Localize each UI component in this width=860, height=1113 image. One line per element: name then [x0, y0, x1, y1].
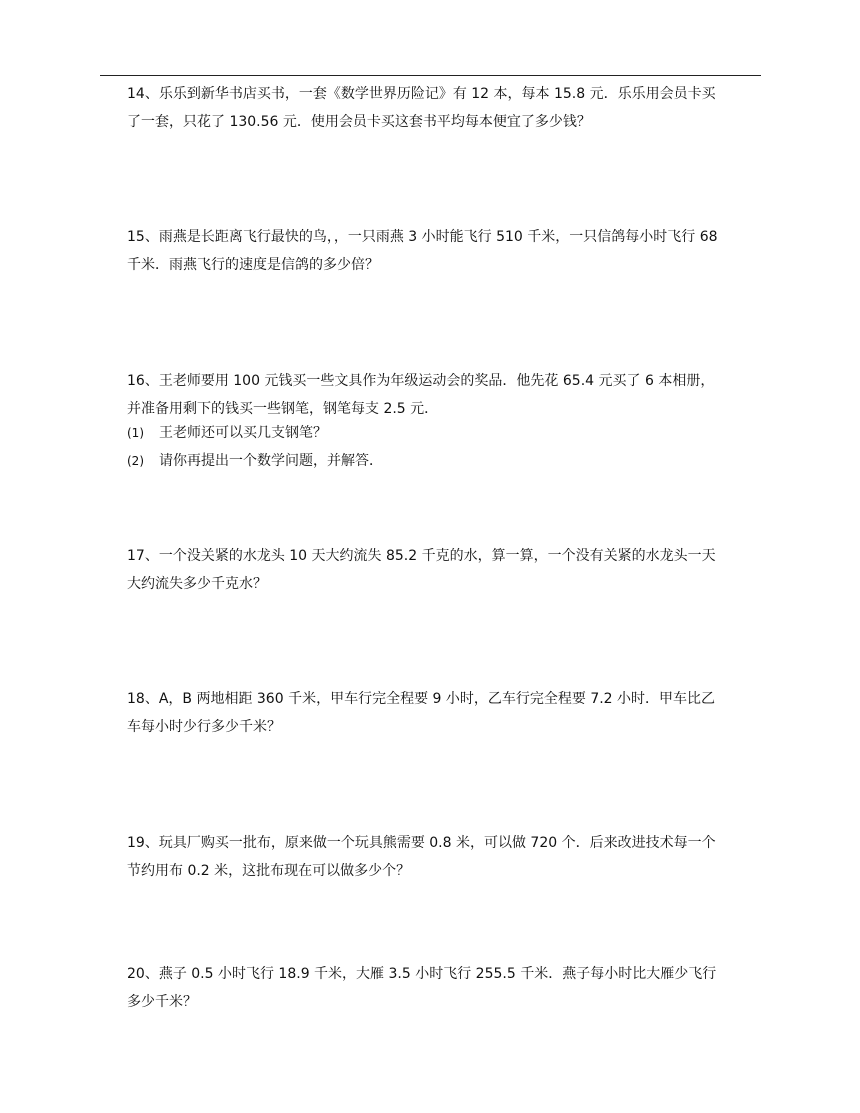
question-19-line-1: 19、玩具厂购买一批布，原来做一个玩具熊需要 0.8 米，可以做 720 个．后来改进技术每一个 [127, 835, 716, 851]
question-19-line-2: 节约用布 0.2 米，这批布现在可以做多少个？ [127, 863, 411, 879]
subquestion-1-number: (1) [127, 426, 144, 440]
question-18-line-2: 车每小时少行多少千米？ [127, 719, 281, 735]
question-20 [127, 960, 763, 1016]
question-20-line-1: 20、燕子 0.5 小时飞行 18.9 千米，大雁 3.5 小时飞行 255.5 千米．燕子每小时比大雁少飞行 [127, 966, 717, 982]
question-16-line-2: 并准备用剩下的钱买一些钢笔，钢笔每支 2.5 元． [127, 401, 439, 417]
question-14-line-1: 14、乐乐到新华书店买书，一套《数学世界历险记》有 12 本，每本 15.8 元．乐乐用会员卡买 [127, 86, 716, 102]
question-16-subquestion-2 [127, 449, 383, 473]
subquestion-1-text: 王老师还可以买几支钢笔？ [159, 425, 327, 441]
question-14 [127, 80, 763, 136]
subquestion-2-text: 请你再提出一个数学问题，并解答． [159, 453, 383, 469]
header-rule [100, 75, 761, 76]
question-15-line-2: 千米．雨燕飞行的速度是信鸽的多少倍？ [127, 257, 379, 273]
question-17-line-2: 大约流失多少千克水？ [127, 576, 267, 592]
question-17 [127, 542, 763, 598]
question-20-line-2: 多少千米？ [127, 994, 197, 1010]
question-16-subquestion-1 [127, 421, 327, 445]
subquestion-2-number: (2) [127, 454, 144, 468]
question-18 [127, 685, 763, 741]
question-18-line-1: 18、A，B 两地相距 360 千米，甲车行完全程要 9 小时，乙车行完全程要 7.2 小时．甲车比乙 [127, 691, 716, 707]
question-16-line-1: 16、王老师要用 100 元钱买一些文具作为年级运动会的奖品．他先花 65.4 元买了 6 本相册， [127, 373, 715, 389]
question-15 [127, 223, 763, 279]
question-15-line-1: 15、雨燕是长距离飞行最快的鸟，，一只雨燕 3 小时能飞行 510 千米，一只信鸽每小时飞行 68 [127, 229, 718, 245]
question-16 [127, 367, 763, 423]
question-19 [127, 829, 763, 885]
question-17-line-1: 17、一个没关紧的水龙头 10 天大约流失 85.2 千克的水，算一算，一个没有关紧的水龙头一天 [127, 548, 716, 564]
question-14-line-2: 了一套，只花了 130.56 元．使用会员卡买这套书平均每本便宜了多少钱？ [127, 114, 591, 130]
